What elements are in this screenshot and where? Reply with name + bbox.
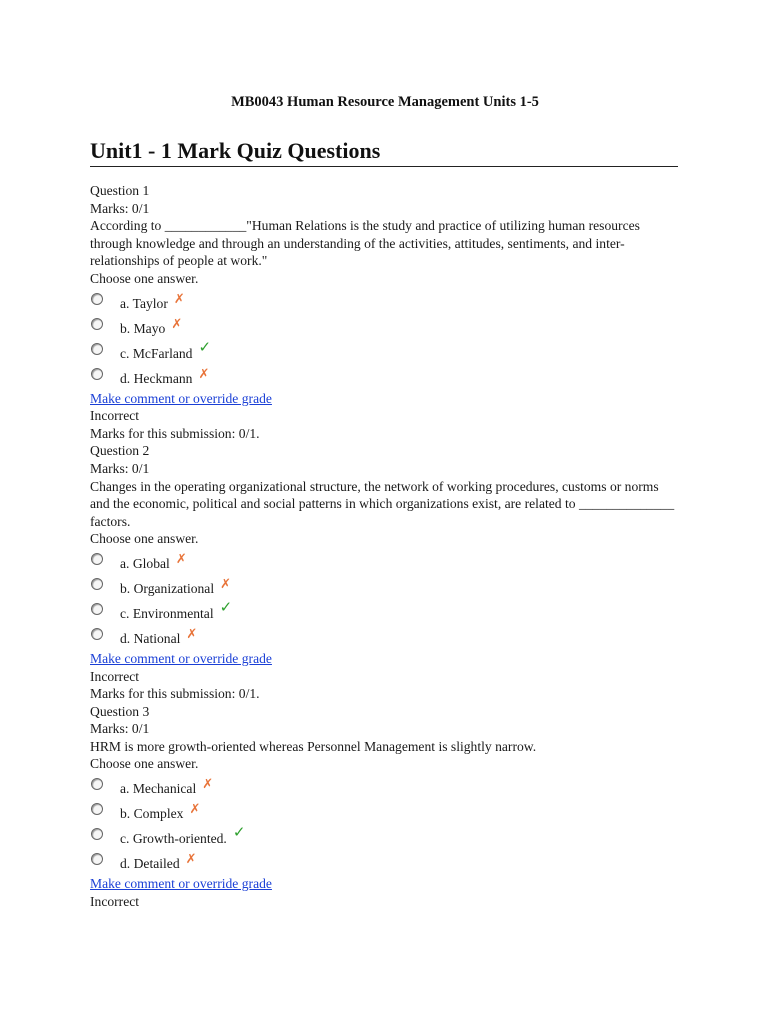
option-label: b. Mayo [120,320,166,336]
check-mark-icon: ✓ [198,339,212,356]
result-status: Incorrect [90,893,140,909]
cross-mark-icon: ✗ [171,315,183,331]
answer-prompt: Choose one answer. [90,270,199,286]
answer-option[interactable] [90,625,680,650]
cross-mark-icon: ✗ [198,365,210,381]
radio-button-icon[interactable] [91,628,103,640]
unit-heading: Unit1 - 1 Mark Quiz Questions [90,138,678,167]
radio-button-icon[interactable] [91,293,103,305]
question-marks: Marks: 0/1 [90,200,150,216]
cross-mark-icon: ✗ [202,776,214,792]
override-grade-link[interactable]: Make comment or override grade [90,390,272,406]
cross-mark-icon: ✗ [173,290,185,306]
cross-mark-icon: ✗ [185,851,197,867]
option-label: b. Organizational [120,580,215,596]
cross-mark-icon: ✗ [186,625,198,641]
question-text: HRM is more growth-oriented whereas Personnel Management is slightly narrow. [90,738,537,754]
answer-option[interactable] [90,800,680,825]
answer-option[interactable] [90,315,680,340]
question-label: Question 2 [90,443,150,459]
option-label: a. Taylor [120,295,168,311]
question-1 [90,182,680,442]
override-grade-link[interactable]: Make comment or override grade [90,650,272,666]
question-3 [90,703,680,911]
answer-options [90,290,680,390]
option-label: b. Complex [120,806,184,822]
cross-mark-icon: ✗ [189,801,201,817]
answer-option[interactable] [90,550,680,575]
radio-button-icon[interactable] [91,828,103,840]
answer-option[interactable] [90,825,680,850]
cross-mark-icon: ✗ [175,550,187,566]
radio-button-icon[interactable] [91,603,103,615]
option-label: c. Growth-oriented. [120,831,227,847]
answer-option[interactable] [90,575,680,600]
answer-option[interactable] [90,600,680,625]
question-marks: Marks: 0/1 [90,721,150,737]
question-label: Question 1 [90,183,150,198]
radio-button-icon[interactable] [91,343,103,355]
option-label: a. Global [120,555,170,571]
option-label: c. Environmental [120,605,214,621]
option-label: d. National [120,630,181,646]
radio-button-icon[interactable] [91,803,103,815]
answer-options [90,550,680,650]
answer-options [90,775,680,875]
check-mark-icon: ✓ [232,825,246,842]
question-text: According to ____________"Human Relations is the study and practice of utilizing human resources through knowledge and through an understanding of the activities, attitudes, sentiments, and inter-relationships of people at work." [90,218,640,269]
answer-prompt: Choose one answer. [90,756,199,772]
question-2 [90,442,680,702]
override-grade-link[interactable]: Make comment or override grade [90,876,272,892]
answer-option[interactable] [90,850,680,875]
cross-mark-icon: ✗ [220,575,232,591]
option-label: a. Mechanical [120,781,197,797]
question-text: Changes in the operating organizational structure, the network of working procedures, customs or norms and the economic, political and social patterns in which organizations exist, are related to ______________ factors. [90,478,675,529]
result-status: Incorrect [90,668,140,684]
document-title: MB0043 Human Resource Management Units 1-5 [231,94,539,110]
check-mark-icon: ✓ [219,599,233,616]
submission-marks: Marks for this submission: 0/1. [90,425,260,441]
radio-button-icon[interactable] [91,553,103,565]
radio-button-icon[interactable] [91,368,103,380]
radio-button-icon[interactable] [91,778,103,790]
option-label: d. Heckmann [120,370,193,386]
answer-option[interactable] [90,365,680,390]
result-status: Incorrect [90,408,140,424]
answer-prompt: Choose one answer. [90,531,199,547]
option-label: d. Detailed [120,856,180,872]
radio-button-icon[interactable] [91,318,103,330]
option-label: c. McFarland [120,345,193,361]
quiz-content [90,182,680,910]
question-label: Question 3 [90,703,150,719]
radio-button-icon[interactable] [91,578,103,590]
answer-option[interactable] [90,775,680,800]
question-marks: Marks: 0/1 [90,460,150,476]
answer-option[interactable] [90,340,680,365]
radio-button-icon[interactable] [91,853,103,865]
submission-marks: Marks for this submission: 0/1. [90,686,260,702]
